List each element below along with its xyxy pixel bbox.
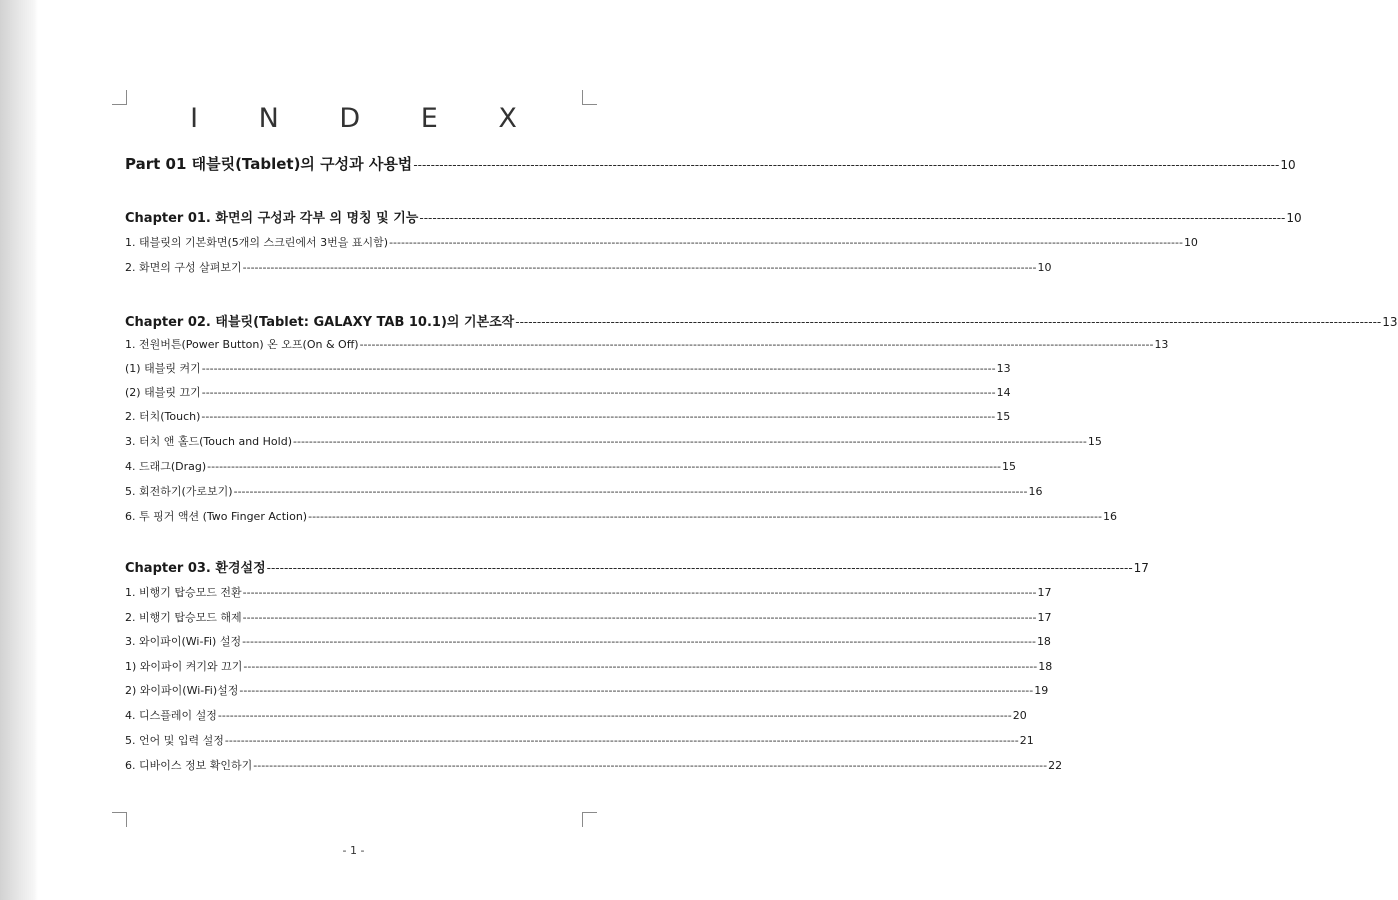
toc-item-label: 1. 비행기 탑승모드 전환: [125, 586, 242, 599]
toc-item-label: (2) 태블릿 끄기: [125, 386, 201, 399]
toc-item[interactable]: [125, 234, 1198, 250]
toc-item-label: 4. 디스플레이 설정: [125, 709, 217, 722]
toc-item-label: 3. 터치 앤 홀드(Touch and Hold): [125, 435, 292, 448]
toc-item-page: 19: [1034, 684, 1049, 697]
toc-item[interactable]: [125, 408, 1011, 424]
toc-item-label: 1) 와이파이 켜기와 끄기: [125, 660, 243, 673]
toc-item[interactable]: [125, 658, 1053, 674]
crop-mark-bottom-left: [112, 812, 127, 827]
toc-item[interactable]: [125, 584, 1052, 600]
toc-leader-dots: --------------------------------------------------------------------------------------------------------------------------------------------------------------------------------------------------------: [239, 684, 1034, 697]
toc-item[interactable]: [125, 259, 1052, 275]
toc-item-label: 5. 언어 및 입력 설정: [125, 734, 224, 747]
toc-item-page: 15: [996, 410, 1011, 423]
toc-item-label: 1. 전원버튼(Power Button) 온 오프(On & Off): [125, 338, 359, 351]
toc-leader-dots: --------------------------------------------------------------------------------------------------------------------------------------------------------------------------------------------------------: [242, 261, 1037, 274]
toc-item[interactable]: [125, 707, 1027, 723]
crop-mark-bottom-right: [582, 812, 597, 827]
toc-item-page: 17: [1037, 586, 1052, 599]
toc-leader-dots: --------------------------------------------------------------------------------------------------------------------------------------------------------------------------------------------------------: [242, 586, 1037, 599]
toc-leader-dots: --------------------------------------------------------------------------------------------------------------------------------------------------------------------------------------------------------: [242, 611, 1037, 624]
toc-leader-dots: --------------------------------------------------------------------------------------------------------------------------------------------------------------------------------------------------------: [359, 338, 1154, 351]
page-title: I N D E X: [190, 103, 543, 134]
toc-part-label: Part 01 태블릿(Tablet)의 구성과 사용법: [125, 155, 413, 173]
toc-chapter-page: 10: [1286, 211, 1302, 225]
toc-part-page: 10: [1280, 158, 1296, 172]
toc-leader-dots: --------------------------------------------------------------------------------------------------------------------------------------------------------------------------------------------------------: [243, 660, 1038, 673]
toc-item-page: 22: [1048, 759, 1063, 772]
toc-item[interactable]: [125, 433, 1102, 449]
toc-item-label: 1. 태블릿의 기본화면(5개의 스크린에서 3번을 표시함): [125, 236, 389, 249]
toc-leader-dots: --------------------------------------------------------------------------------------------------------------------------------------------------------------------------------------------------------: [233, 485, 1028, 498]
toc-item-page: 16: [1102, 510, 1117, 523]
toc-item-label: 3. 와이파이(Wi-Fi) 설정: [125, 635, 242, 648]
toc-leader-dots: --------------------------------------------------------------------------------------------------------------------------------------------------------------------------------------------------------: [217, 709, 1012, 722]
toc-leader-dots: --------------------------------------------------------------------------------------------------------------------------------------------------------------------------------------------------------: [201, 386, 996, 399]
toc-leader-dots: --------------------------------------------------------------------------------------------------------------------------------------------------------------------------------------------------------: [389, 236, 1183, 249]
toc-leader-dots: --------------------------------------------------------------------------------------------------------------------------------------------------------------------------------------------------------: [224, 734, 1019, 747]
toc-chapter-03[interactable]: [125, 557, 1149, 576]
toc-item[interactable]: [125, 682, 1049, 698]
toc-item-page: 13: [1154, 338, 1169, 351]
toc-item-label: 2. 화면의 구성 살펴보기: [125, 261, 242, 274]
toc-chapter-label: Chapter 03. 환경설정: [125, 561, 266, 576]
toc-item-page: 14: [996, 386, 1011, 399]
toc-item-label: (1) 태블릿 켜기: [125, 362, 201, 375]
toc-item-label: 5. 회전하기(가로보기): [125, 485, 233, 498]
toc-chapter-label: Chapter 02. 태블릿(Tablet: GALAXY TAB 10.1)의 기본조작: [125, 315, 515, 330]
toc-part-entry[interactable]: [125, 153, 1296, 174]
toc-chapter-label: Chapter 01. 화면의 구성과 각부 의 명칭 및 기능: [125, 211, 419, 226]
toc-item-label: 6. 디바이스 정보 확인하기: [125, 759, 253, 772]
toc-leader-dots: --------------------------------------------------------------------------------------------------------------------------------------------------------------------------------------------------------: [201, 410, 996, 423]
toc-leader-dots: --------------------------------------------------------------------------------------------------------------------------------------------------------------------------------------------------------: [308, 510, 1102, 523]
toc-item-page: 18: [1038, 660, 1053, 673]
toc-item-page: 21: [1019, 734, 1034, 747]
toc-leader-dots: --------------------------------------------------------------------------------------------------------------------------------------------------------------------------------------------------------: [201, 362, 996, 375]
toc-item-page: 10: [1037, 261, 1052, 274]
toc-item-page: 17: [1037, 611, 1052, 624]
toc-item-label: 2) 와이파이(Wi-Fi)설정: [125, 684, 239, 697]
toc-leader-dots: --------------------------------------------------------------------------------------------------------------------------------------------------------------------------------------------------------: [207, 460, 1002, 473]
toc-item-page: 18: [1036, 635, 1051, 648]
toc-item[interactable]: [125, 336, 1169, 352]
toc-leader-dots: --------------------------------------------------------------------------------------------------------------------------------------------------------------------------------------------------------: [266, 561, 1133, 575]
toc-item[interactable]: [125, 633, 1051, 649]
toc-item[interactable]: [125, 732, 1034, 748]
page-number: - 1 -: [342, 844, 365, 857]
page-edge-shadow: [0, 0, 38, 900]
toc-chapter-02[interactable]: [125, 311, 1398, 330]
toc-item-page: 20: [1012, 709, 1027, 722]
toc-item[interactable]: [125, 458, 1017, 474]
toc-item-page: 15: [1002, 460, 1017, 473]
toc-leader-dots: --------------------------------------------------------------------------------------------------------------------------------------------------------------------------------------------------------: [253, 759, 1048, 772]
toc-item-page: 10: [1183, 236, 1198, 249]
toc-item-label: 2. 비행기 탑승모드 해제: [125, 611, 242, 624]
toc-item-label: 6. 투 핑거 액션 (Two Finger Action): [125, 510, 308, 523]
toc-item[interactable]: [125, 757, 1063, 773]
toc-item[interactable]: [125, 360, 1011, 376]
toc-leader-dots: --------------------------------------------------------------------------------------------------------------------------------------------------------------------------------------------------------: [242, 635, 1036, 648]
toc-item[interactable]: [125, 508, 1117, 524]
toc-item-page: 15: [1087, 435, 1102, 448]
toc-item[interactable]: [125, 384, 1011, 400]
toc-item-label: 4. 드래그(Drag): [125, 460, 207, 473]
toc-leader-dots: --------------------------------------------------------------------------------------------------------------------------------------------------------------------------------------------------------: [293, 435, 1087, 448]
toc-chapter-page: 13: [1382, 315, 1398, 329]
toc-chapter-page: 17: [1133, 561, 1149, 575]
toc-item[interactable]: [125, 483, 1043, 499]
toc-leader-dots: --------------------------------------------------------------------------------------------------------------------------------------------------------------------------------------------------------: [419, 211, 1286, 225]
toc-item-label: 2. 터치(Touch): [125, 410, 201, 423]
toc-item-page: 13: [996, 362, 1011, 375]
toc-chapter-01[interactable]: [125, 207, 1302, 226]
toc-leader-dots: --------------------------------------------------------------------------------------------------------------------------------------------------------------------------------------------------------: [413, 158, 1280, 172]
toc-item[interactable]: [125, 609, 1052, 625]
toc-leader-dots: --------------------------------------------------------------------------------------------------------------------------------------------------------------------------------------------------------: [515, 315, 1382, 329]
toc-item-page: 16: [1028, 485, 1043, 498]
